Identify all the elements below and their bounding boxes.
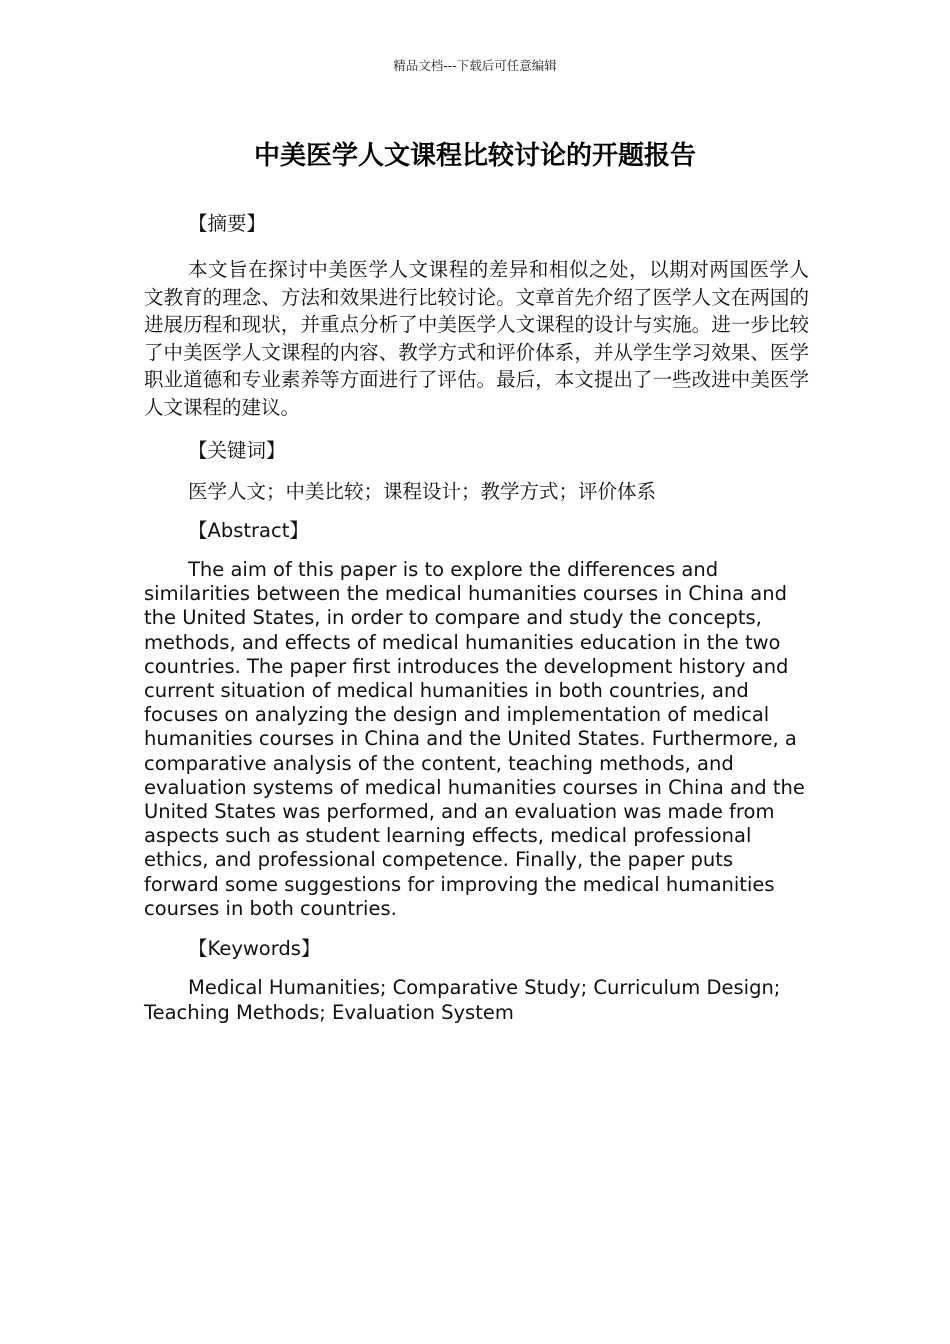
header-note: 精品文档---下载后可任意编辑: [393, 58, 557, 73]
abstract-cn-text: 本文旨在探讨中美医学人文课程的差异和相似之处，以期对两国医学人文教育的理念、方法和效果进行比较讨论。文章首先介绍了医学人文在两国的进展历程和现状，并重点分析了中美医学人文课程的设计与实施。进一步比较了中美医学人文课程的内容、教学方式和评价体系，并从学生学习效果、医学职业道德和专业素养等方面进行了评估。最后，本文提出了一些改进中美医学人文课程的建议。: [144, 258, 809, 419]
keywords-en-label: 【Keywords】: [188, 937, 321, 961]
abstract-en-label: 【Abstract】: [188, 519, 309, 542]
document-title: 中美医学人文课程比较讨论的开题报告: [253, 141, 696, 171]
keywords-en-text: Medical Humanities; Comparative Study; Curriculum Design; Teaching Methods; Evaluation System: [144, 976, 781, 1024]
abstract-en-text: The aim of this paper is to explore the differences and similarities between the medical humanities courses in China and the United States, in order to compare and study the concepts, methods, and effects of medical humanities education in the two countries. The paper first introduces the development history and current situation of medical humanities in both countries, and focuses on analyzing the design and implementation of medical humanities courses in China and the United States. Furthermore, a comparative analysis of the content, teaching methods, and evaluation systems of medical humanities courses in China and the United States was performed, and an evaluation was made from aspects such as student learning effects, medical professional ethics, and professional competence. Finally, the paper puts forward some suggestions for improving the medical humanities courses in both countries.: [144, 558, 805, 920]
keywords-cn-text: 医学人文；中美比较；课程设计；教学方式；评价体系: [188, 480, 657, 503]
abstract-cn-label: 【摘要】: [188, 212, 267, 235]
document-body: [144, 212, 809, 1025]
keywords-cn-label: 【关键词】: [188, 439, 286, 462]
